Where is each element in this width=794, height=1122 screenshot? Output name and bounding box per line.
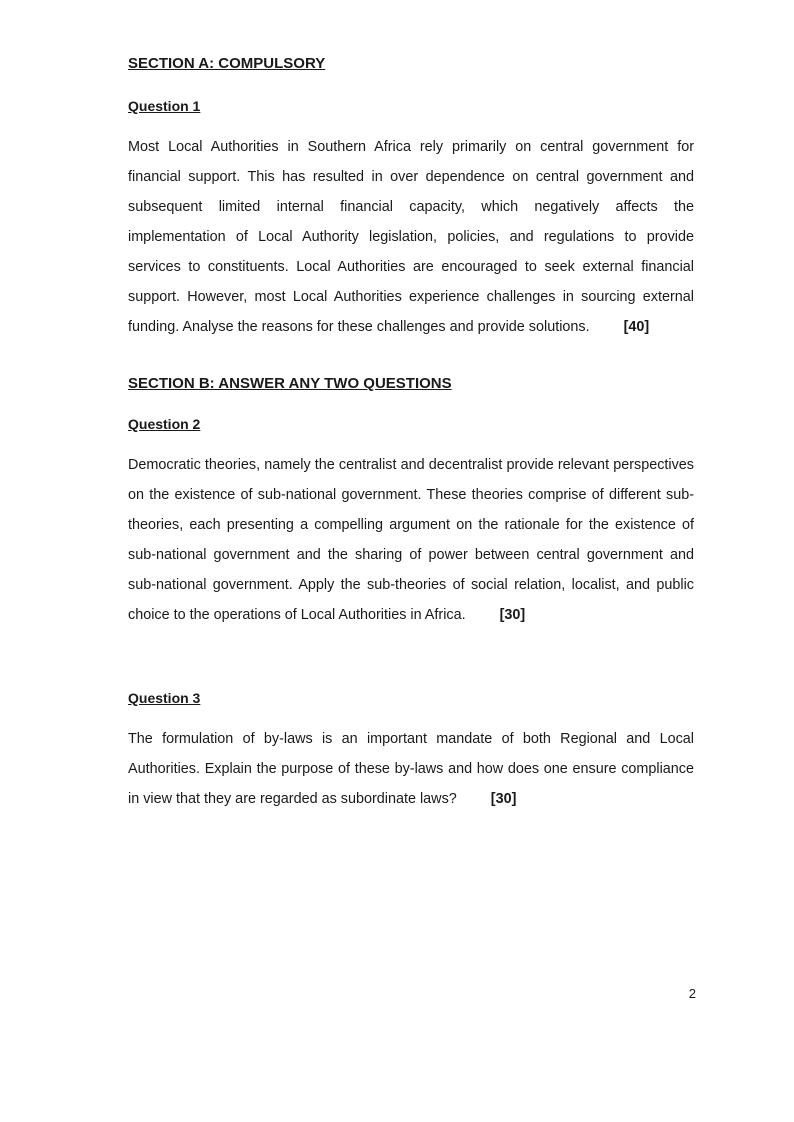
question-1-body: Most Local Authorities in Southern Africa rely primarily on central government for financial support. This has resulted in over dependence on central government and subsequent limited internal financial capacity, which negatively affects the implementation of Local Authority legislation, policies, and regulations to provide services to constituents. Local Authorities are encouraged to seek external financial support. However, most Local Authorities experience challenges in sourcing external funding. Analyse the reasons for these challenges and provide solutions.: [128, 139, 694, 335]
question-1-marks: [40]: [623, 319, 650, 335]
question-3-body: The formulation of by-laws is an important mandate of both Regional and Local Authorities. Explain the purpose of these by-laws and how does one ensure compliance in view that they are regarded as subordinate laws?: [128, 731, 694, 807]
page-content: [128, 54, 694, 814]
question-1-text: [128, 132, 694, 342]
question-3-text: [128, 724, 694, 814]
page-number: 2: [688, 986, 696, 1001]
question-2-heading: Question 2: [128, 416, 201, 432]
question-2-text: [128, 450, 694, 630]
question-1-heading: Question 1: [128, 98, 201, 114]
section-b-heading: SECTION B: ANSWER ANY TWO QUESTIONS: [128, 375, 452, 392]
question-3-heading: Question 3: [128, 690, 201, 706]
question-2-body: Democratic theories, namely the centralist and decentralist provide relevant perspectives on the existence of sub-national government. These theories comprise of different sub-theories, each presenting a compelling argument on the rationale for the existence of sub-national government and the sharing of power between central government and sub-national government. Apply the sub-theories of social relation, localist, and public choice to the operations of Local Authorities in Africa.: [128, 457, 694, 623]
question-3-marks: [30]: [490, 791, 517, 807]
question-2-marks: [30]: [499, 607, 526, 623]
section-a-heading: SECTION A: COMPULSORY: [128, 55, 326, 72]
